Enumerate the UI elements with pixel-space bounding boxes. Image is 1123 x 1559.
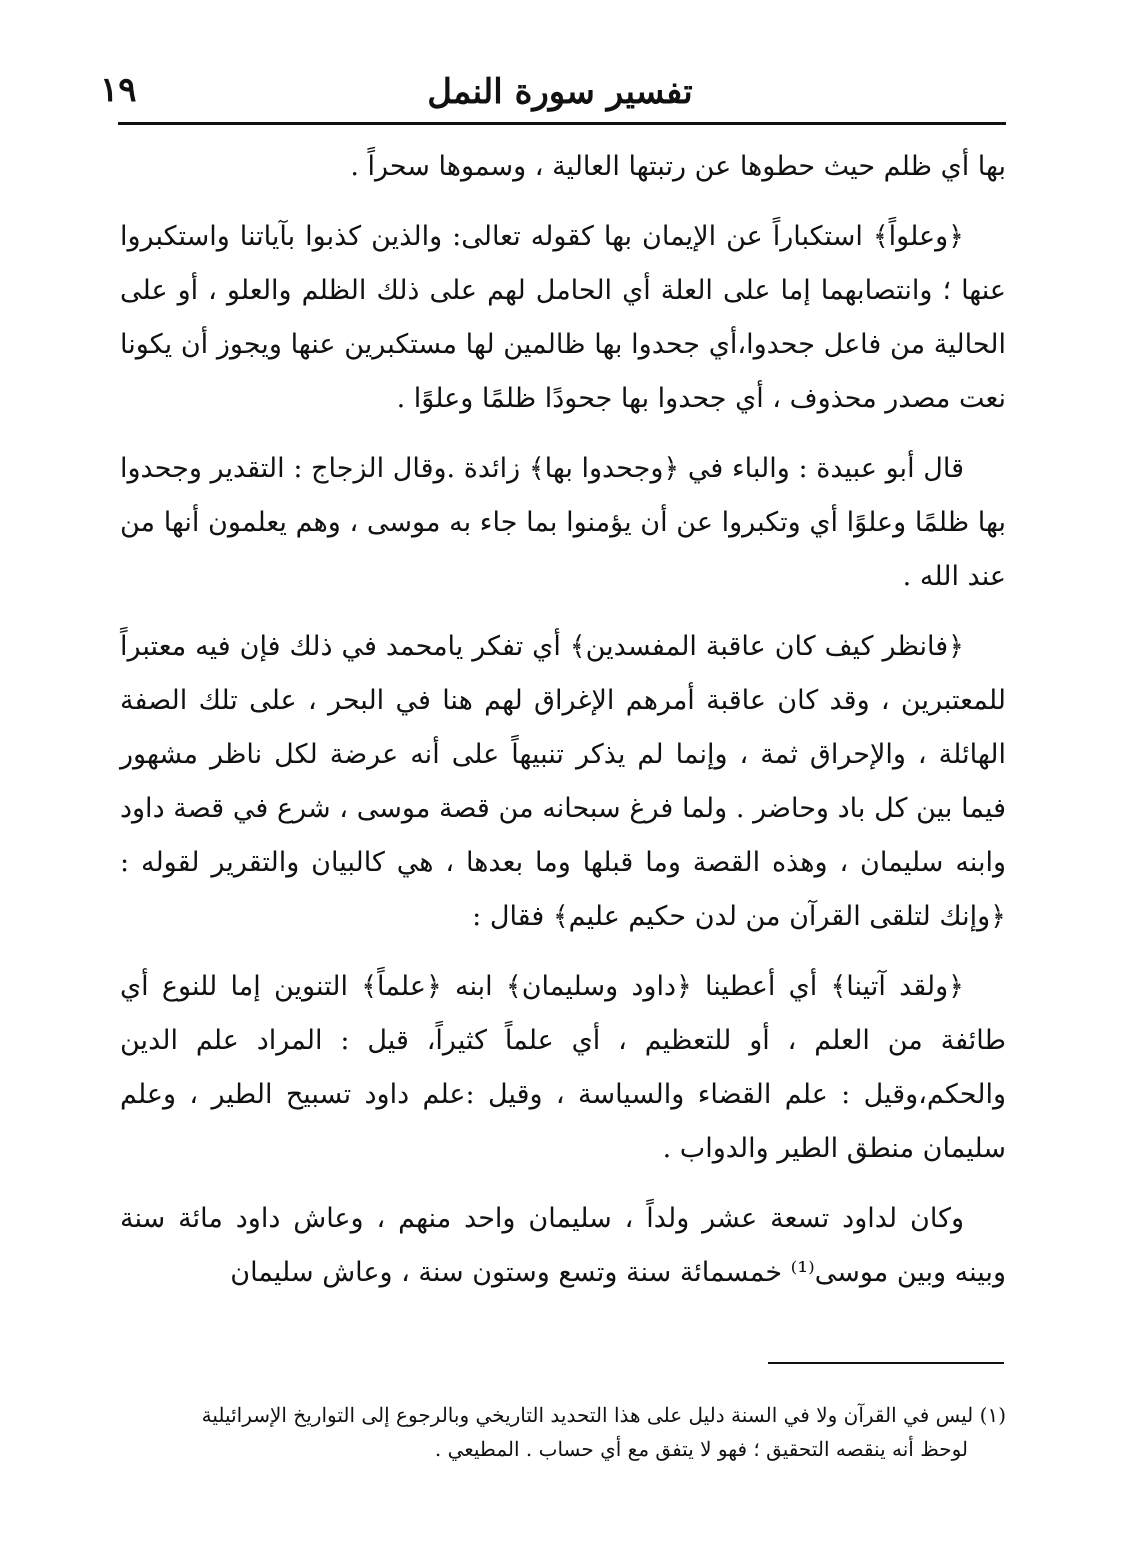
- paragraph: بها أي ظلم حيث حطوها عن رتبتها العالية ، وسموها سحراً .: [350, 151, 1006, 182]
- footnote: [120, 1398, 1006, 1466]
- footnote-text: ليس في القرآن ولا في السنة دليل على هذا التحديد التاريخي وبالرجوع إلى التواريخ الإسرائيلية: [201, 1403, 974, 1427]
- footnote-continuation: لوحظ أنه ينقصه التحقيق ؛ فهو لا يتفق مع أي حساب . المطيعي .: [434, 1437, 968, 1461]
- paragraph: ﴿وعلواً﴾ استكباراً عن الإيمان بها كقوله تعالى: والذين كذبوا بآياتنا واستكبروا عنها ؛ وانتصابهما إما على العلة أي الحامل لهم على ذلك الظلم والعلو ، أو على الحالية من فاعل جحدوا،أي جحدوا بها ظالمين لها مستكبرين عنها ويجوز أن يكونا نعت مصدر محذوف ، أي جحدوا بها جحودًا ظلمًا وعلوًا .: [120, 221, 1006, 414]
- paragraph: ﴿فانظر كيف كان عاقبة المفسدين﴾ أي تفكر يامحمد في ذلك فإن فيه معتبراً للمعتبرين ، وقد كان عاقبة أمرهم الإغراق لهم هنا في البحر ، على تلك الصفة الهائلة ، والإحراق ثمة ، وإنما لم يذكر تنبيهاً على أنه عرضة لكل ناظر مشهور فيما بين كل باد وحاضر . ولما فرغ سبحانه من قصة موسى ، شرع في قصة داود وابنه سليمان ، وهذه القصة وما قبلها وما بعدها ، هي كالبيان والتقرير لقوله : ﴿وإنك لتلقى القرآن من لدن حكيم عليم﴾ فقال :: [120, 631, 1006, 932]
- paragraph: وكان لداود تسعة عشر ولداً ، سليمان واحد منهم ، وعاش داود مائة سنة وبينه وبين موسى⁽¹⁾ خمسمائة سنة وتسع وستون سنة ، وعاش سليمان: [120, 1203, 1006, 1288]
- running-title: تفسير سورة النمل: [427, 72, 693, 112]
- page-number: ١٩: [100, 70, 137, 110]
- footnote-marker: (١): [979, 1403, 1006, 1427]
- header-rule: [118, 122, 1006, 125]
- paragraph: قال أبو عبيدة : والباء في ﴿وجحدوا بها﴾ زائدة .وقال الزجاج : التقدير وجحدوا بها ظلمًا وعلوًا أي وتكبروا عن أن يؤمنوا بما جاء به موسى ، وهم يعلمون أنها من عند الله .: [120, 453, 1006, 592]
- body-text: [120, 140, 1006, 1316]
- paragraph: ﴿ولقد آتينا﴾ أي أعطينا ﴿داود وسليمان﴾ ابنه ﴿علماً﴾ التنوين إما للنوع أي طائفة من العلم ، أو للتعظيم ، أي علماً كثيراً، قيل : المراد علم الدين والحكم،وقيل : علم القضاء والسياسة ، وقيل :علم داود تسبيح الطير ، وعلم سليمان منطق الطير والدواب .: [120, 971, 1006, 1164]
- footnote-rule: [768, 1362, 1004, 1364]
